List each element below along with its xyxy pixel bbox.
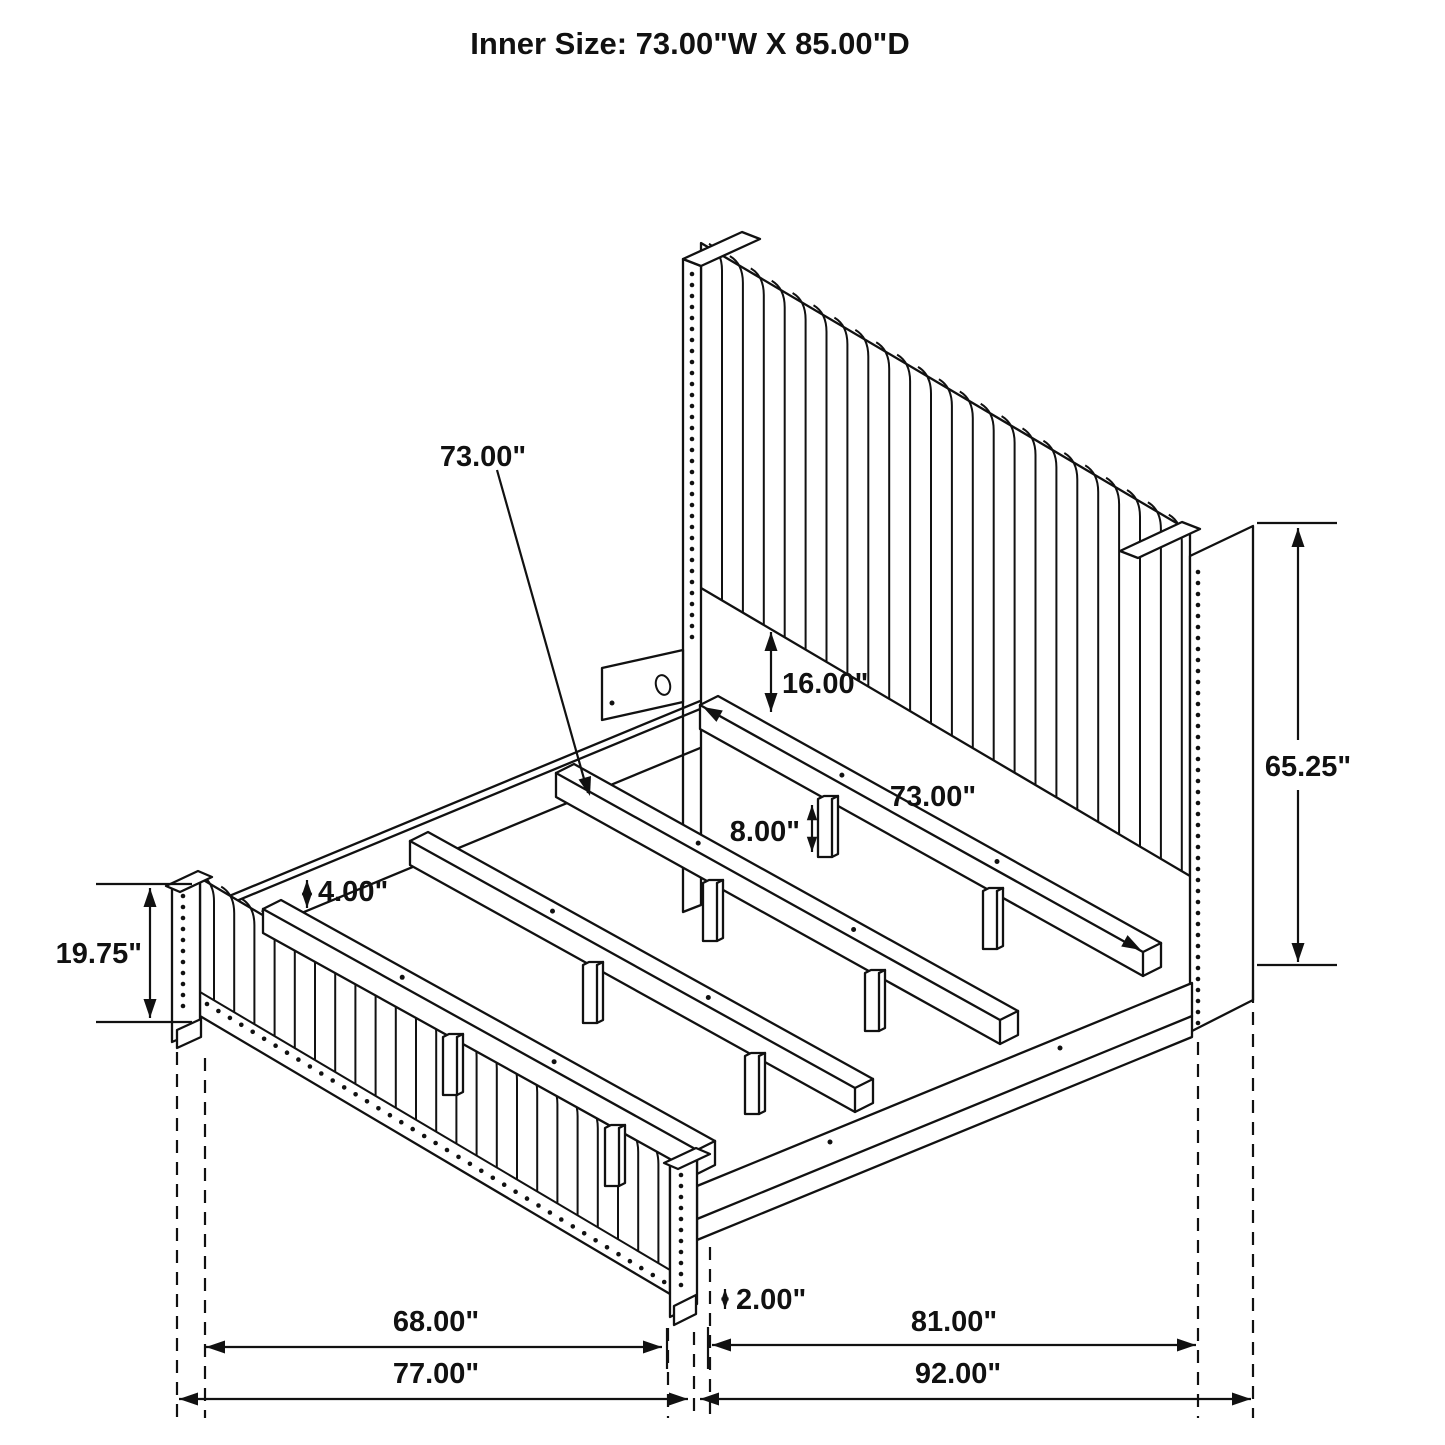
dim-label-slat-length: 73.00" [889, 781, 977, 813]
slat-leg [443, 1034, 463, 1095]
drawing-title: Inner Size: 73.00"W X 85.00"D [470, 26, 910, 61]
headboard-left-wing [683, 259, 701, 912]
dim-label-slat-length-callout: 73.00" [439, 441, 527, 473]
slat-leg [818, 796, 838, 857]
dim-label-slat-rail-height: 4.00" [318, 876, 389, 908]
dim-label-footboard-outer-width: 77.00" [392, 1358, 480, 1390]
slat-leg [703, 880, 723, 941]
slat-leg [745, 1053, 765, 1114]
headboard [602, 232, 1253, 1032]
dim-label-support-leg-height: 8.00" [729, 816, 800, 848]
dim-label-inner-depth: 81.00" [910, 1306, 998, 1338]
dim-label-footboard-inner-width: 68.00" [392, 1306, 480, 1338]
dim-label-headboard-gap: 16.00" [782, 668, 869, 700]
dim-label-foot-height: 2.00" [736, 1284, 807, 1316]
dim-label-headboard-height: 65.25" [1264, 751, 1352, 783]
slat-leg [583, 962, 603, 1023]
dim-label-footboard-height: 19.75" [55, 938, 142, 970]
slat-leg [605, 1125, 625, 1186]
footboard-right-post [670, 1152, 697, 1317]
footboard-left-post [172, 876, 200, 1042]
slat-leg [865, 970, 885, 1031]
dim-label-overall-depth: 92.00" [914, 1358, 1002, 1390]
slat-leg [983, 888, 1003, 949]
